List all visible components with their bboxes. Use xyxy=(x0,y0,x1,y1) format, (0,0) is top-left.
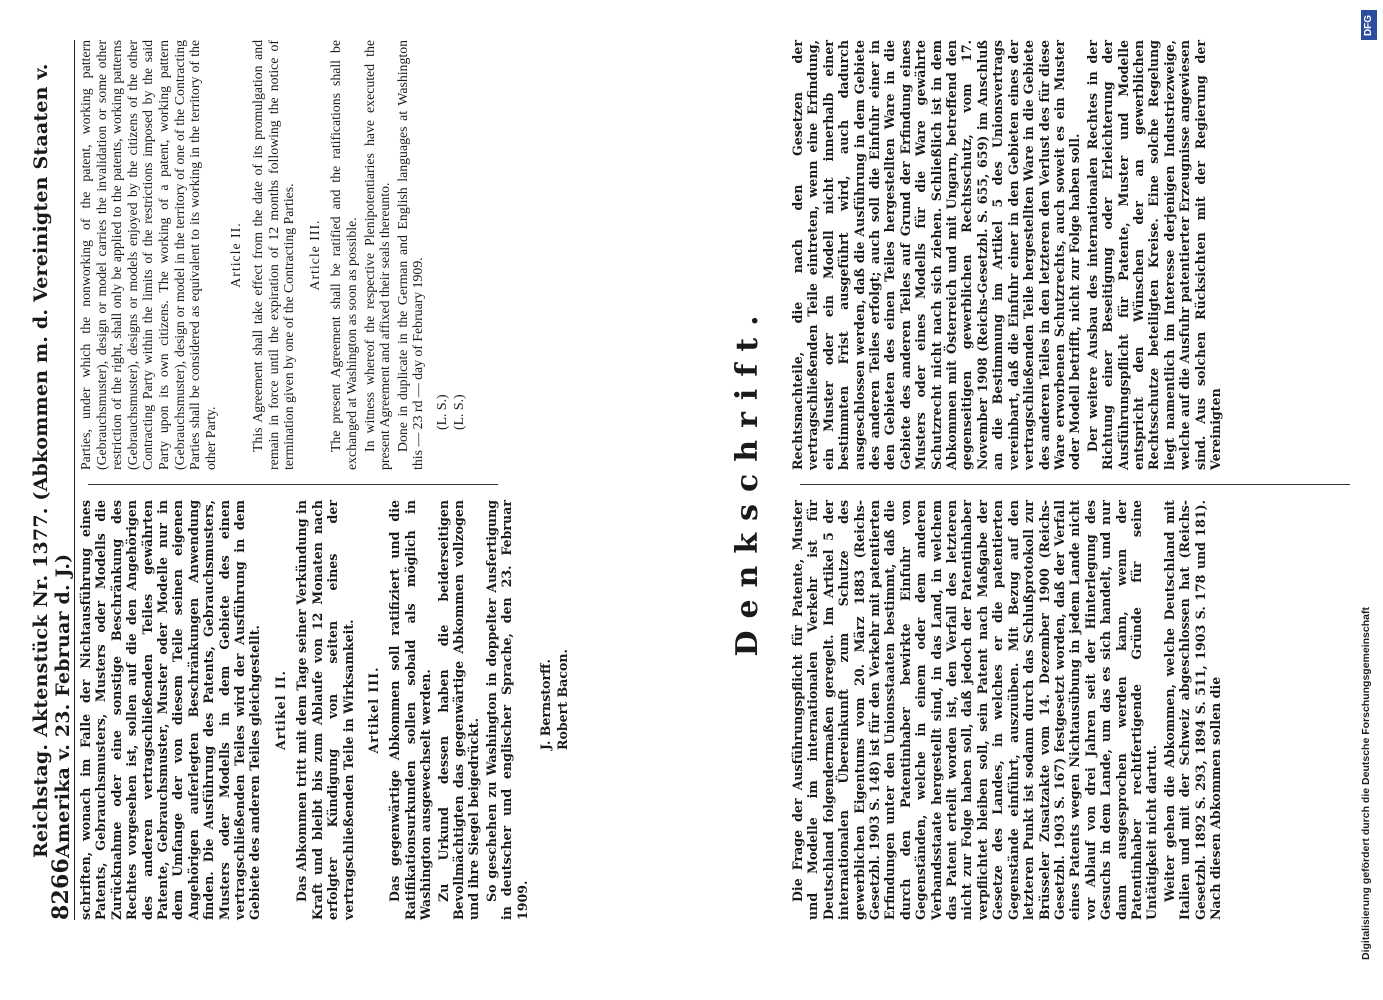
english-seals xyxy=(434,40,467,430)
memorandum-paragraph: Weiter gehen die Abkommen, welche Deutschland mit Italien und mit der Schweiz abgeschlossen hat (Reichs-Gesetzbl. 1892 S. 293, 1894 S. 511, 1903 S. 178 und 181). Nach diesen Abkommen sollen die xyxy=(1161,500,1223,920)
german-article-3-heading: Artikel III. xyxy=(365,666,381,754)
memorandum-title: Denkschrift. xyxy=(730,303,765,657)
english-article-2-text: This Agreement shall take effect from the date of its promulgation and remain in force until the expiration of 12 months following the notice of termination given by one of the Contracting Parties. xyxy=(249,40,297,470)
page-number: 8266 xyxy=(48,857,74,920)
english-paragraph: Parties, under which the nonworking of the patent, working pattern (Gebrauchsmuster), design or model carries the invalidation or some other restriction of the right, shall only be applied to the patents, working patterns (Gebrauchsmuster), designs or models enjoyed by the citizens of the other Contracting Party within the limits of the restrictions imposed by the said Party upon its own citizens. The working of a patent, working pattern (Gebrauchsmuster), design or model in the territory of one of the Contracting Parties shall be considered as equivalent to its working in the territory of the other Party. xyxy=(78,40,218,470)
scanned-page xyxy=(30,30,1370,930)
german-witness-clause: Zu Urkund dessen haben die beiderseitigen Bevollmächtigten das gegenwärtige Abkommen vollzogen und ihre Siegel beigedrückt. xyxy=(435,500,482,920)
column-divider xyxy=(88,484,498,485)
dfg-logo: DFG xyxy=(1361,10,1377,40)
signatory-bernstorff: J. Bernstorff. xyxy=(537,659,553,750)
treaty-german-column xyxy=(78,500,571,920)
memorandum-paragraph: Der weitere Ausbau des internationalen Rechtes in der Richtung einer Beseitigung oder Erleichterung der Ausführungspflicht für Patente, Muster und Modelle entspricht den Wünschen der an gewerblichen Rechtsschutze beteiligten Kreise. Eine solche Regelung liegt namentlich im Interesse derjenigen Industriezweige, welche auf die Ausfuhr patentierter Erzeugnisse angewiesen sind. Aus solchen Rücksichten mit der Regierung der Vereinigten xyxy=(1084,40,1223,470)
english-witness-clause: In witness whereof the respective Plenipotentiaries have executed the present Agreement and affixed their seals thereunto. xyxy=(361,40,393,470)
german-paragraph: schriften, wonach im Falle der Nichtausführung eines Patents, Gebrauchsmusters, Musters oder Modells die Zurücknahme oder eine sonstige Beschränkung des Rechtes vorgesehen ist, sollen auf die den Angehörigen des anderen vertragschließenden Teiles gewährten Patente, Gebrauchsmuster, Muster oder Modelle nur in dem Umfange der von diesem Teile seinen eigenen Angehörigen auferlegten Beschränkungen Anwendung finden. Die Ausführung des Patents, Gebrauchsmusters, Musters oder Modells in dem Gebiete des einen vertragschließenden Teiles wird der Ausführung in dem Gebiete des anderen Teiles gleichgestellt. xyxy=(78,500,263,920)
english-article-2-heading: Article II. xyxy=(228,222,244,288)
memorandum-right-column xyxy=(790,40,1360,470)
treaty-english-column xyxy=(78,40,508,470)
memorandum-section xyxy=(790,40,1360,920)
seal-1: (L. S.) xyxy=(433,394,449,430)
seal-2: (L. S.) xyxy=(451,394,467,430)
german-signatories xyxy=(538,500,571,750)
page-header xyxy=(30,40,75,920)
english-done-clause: Done in duplicate in the German and English languages at Washington this — 23 rd — day of February 1909. xyxy=(394,40,426,470)
english-article-3-text: The present Agreement shall be ratified and the ratifications shall be exchanged at Washington as soon as possible. xyxy=(328,40,359,470)
german-article-2-heading: Artikel II. xyxy=(272,669,288,751)
german-article-2-text: Das Abkommen tritt mit dem Tage seiner Verkündung in Kraft und bleibt bis zum Ablaufe von 12 Monaten nach erfolgter Kündigung von seiten eines der vertragschließenden Teile in Wirksamkeit. xyxy=(294,500,356,920)
memorandum-paragraph: Rechtsnachteile, die nach den Gesetzen der vertragschließenden Teile eintreten, wenn eine Erfindung, ein Muster oder ein Modell nicht innerhalb einer bestimmten Frist ausgeführt wird, auch dadurch ausgeschlossen werden, daß die Ausführung in dem Gebiete des anderen Teiles erfolgt; auch soll die Einfuhr einer in den Gebieten des einen Teiles hergestellten Ware in die Gebiete des anderen Teiles auf Grund der Erfindung eines Musters oder eines Modells für die Ware gewährte Schutzrecht nicht nach sich ziehen. Schließlich ist in dem Abkommen mit Österreich und mit Ungarn, betreffend den gegenseitigen gewerblichen Rechtsschutz, vom 17. November 1908 (Reichs-Gesetzbl. S. 655, 659) im Anschluß an die Bestimmung im Artikel 5 des Unionsvertrags vereinbart, daß die Einfuhr einer in den Gebieten eines der vertragschließenden Teile hergestellten Ware in die Gebiete des anderen Teiles in den letzteren den Verlust des für diese Ware erworbenen Schutzrechts, auch soweit es ein Muster oder Modell betrifft, nicht zur Folge haben soll. xyxy=(790,40,1083,470)
digitization-text: Digitalisierung gefördert durch die Deutsche Forschungsgemeinschaft xyxy=(1360,607,1372,960)
treaty-section xyxy=(78,40,571,920)
memorandum-left-column xyxy=(790,500,1360,920)
column-divider xyxy=(800,484,1350,485)
running-title: Reichstag. Aktenstück Nr. 1377. (Abkommen m. d. Vereinigten Staaten v. Amerika v. 23. Februar d. J.) xyxy=(30,63,74,858)
german-article-3-text: Das gegenwärtige Abkommen soll ratifiziert und die Ratifikationsurkunden sollen sobald als möglich in Washington ausgewechselt werden. xyxy=(387,500,434,920)
digitization-note xyxy=(1360,10,1380,990)
german-done-clause: So geschehen zu Washington in doppelter Ausfertigung in deutscher und englischer Sprache, den 23. Februar 1909. xyxy=(483,500,530,920)
memorandum-paragraph: Die Frage der Ausführungspflicht für Patente, Muster und Modelle im internationalen Verkehr ist für Deutschland folgendermaßen geregelt. Im Artikel 5 der internationalen Übereinkunft zum Schutze des gewerblichen Eigentums vom 20. März 1883 (Reichs-Gesetzbl. 1903 S. 148) ist für den Verkehr mit patentierten Erfindungen unter den Unionsstaaten bestimmt, daß die durch den Patentinhaber bewirkte Einfuhr von Gegenständen, welche in einem oder dem anderen Verbandsstaate hergestellt sind, in das Land, in welchem das Patent erteilt worden ist, den Verfall des letzteren nicht zur Folge haben soll, daß jedoch der Patentinhaber verpflichtet bleiben soll, sein Patent nach Maßgabe der Gesetze des Landes, in welches er die patentierten Gegenstände einführt, auszuüben. Mit Bezug auf den letzteren Punkt ist sodann durch das Schlußprotokoll zur Brüsseler Zusatzakte vom 14. Dezember 1900 (Reichs-Gesetzbl. 1903 S. 167) festgesetzt worden, daß der Verfall eines Patents wegen Nichtausübung in jedem Lande nicht vor Ablauf von drei Jahren seit der Hinterlegung des Gesuchs in dem Lande, um das es sich handelt, und nur dann ausgesprochen werden kann, wenn der Patentinhaber rechtfertigende Gründe für seine Untätigkeit nicht dartut. xyxy=(790,500,1160,920)
english-article-3-heading: Article III. xyxy=(306,219,322,291)
signatory-bacon: Robert Bacon. xyxy=(555,649,571,750)
